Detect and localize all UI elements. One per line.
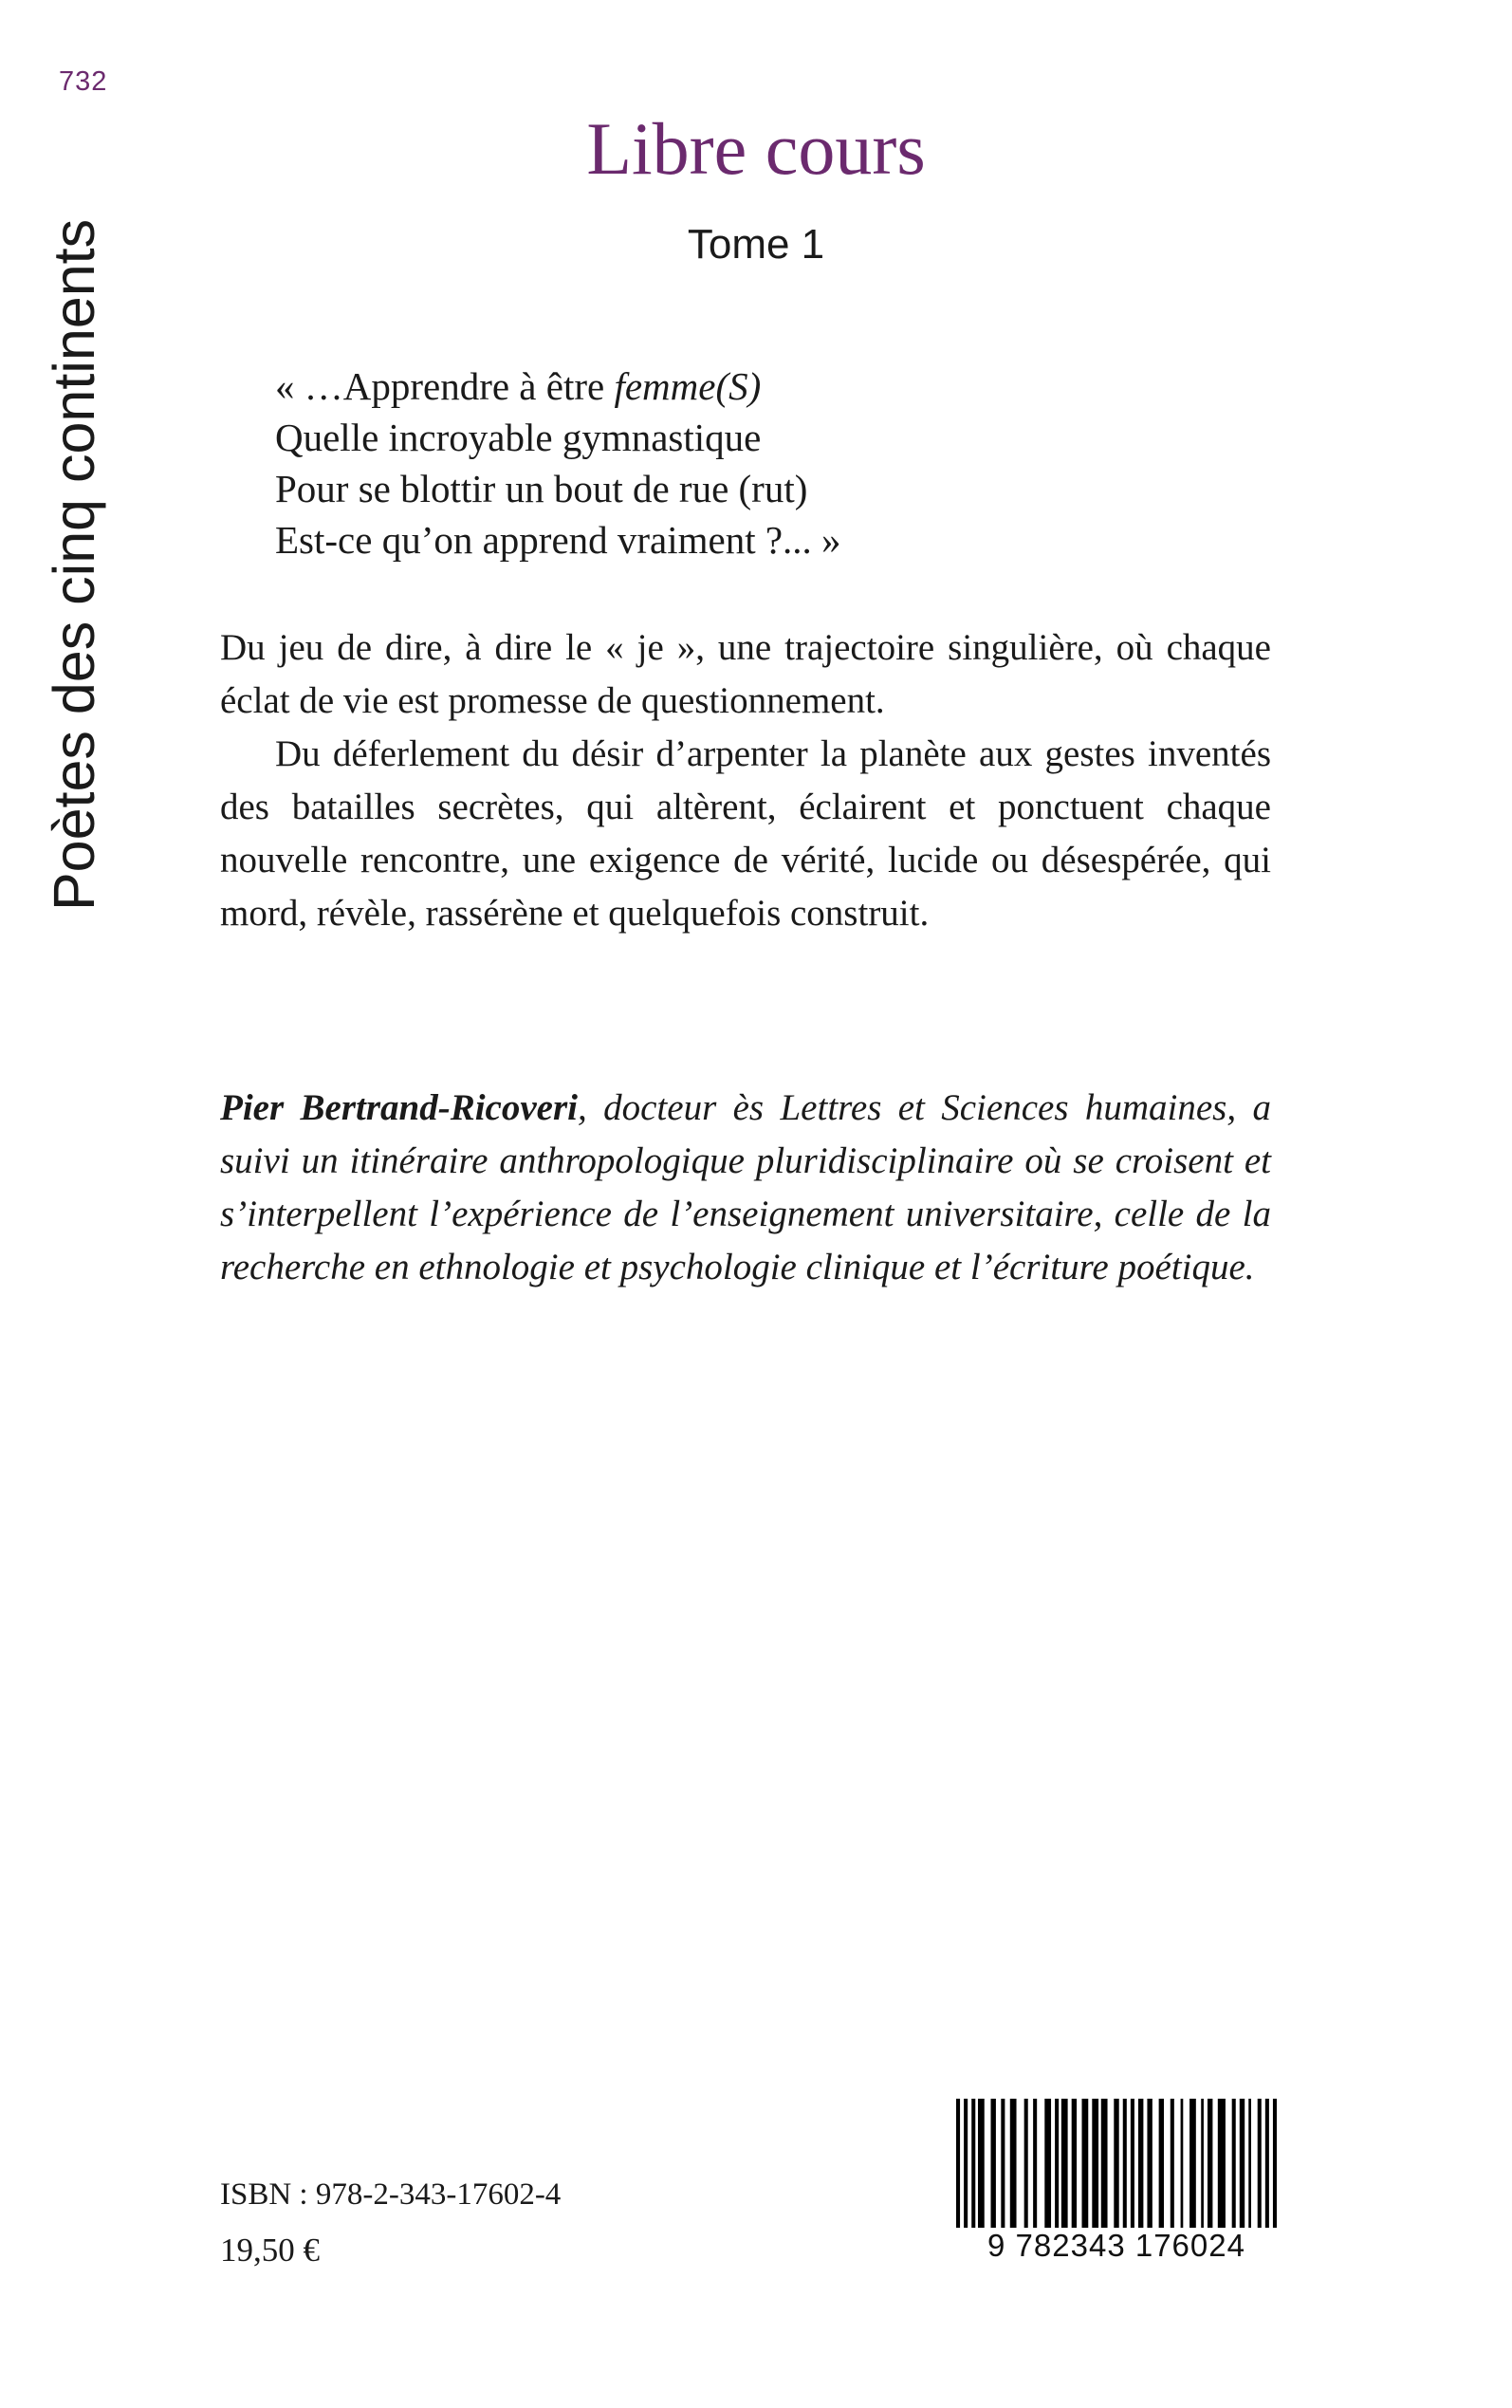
author-name: Pier Bertrand-Ricoveri: [220, 1087, 578, 1128]
barcode-bar: [1001, 2099, 1005, 2232]
barcode-bar: [1159, 2099, 1164, 2232]
series-number: 732: [59, 66, 108, 97]
barcode-bar: [1181, 2099, 1184, 2232]
barcode-bar: [1208, 2099, 1212, 2232]
barcode-bar: [1273, 2099, 1277, 2232]
barcode-bar: [971, 2099, 975, 2232]
barcode-digits: 9 782343 176024: [956, 2228, 1277, 2264]
barcode-bar: [1218, 2099, 1226, 2232]
barcode-bar: [1171, 2099, 1174, 2232]
barcode-bars: [956, 2099, 1277, 2232]
barcode-bar: [1248, 2099, 1251, 2232]
barcode-bar: [1114, 2099, 1118, 2232]
poem-line-4: Est-ce qu’on apprend vraiment ?... »: [275, 518, 841, 562]
poem-line-1: [275, 361, 1318, 412]
poem-line-3: Pour se blottir un bout de rue (rut): [275, 467, 808, 510]
poem-line-2: Quelle incroyable gymnastique: [275, 416, 762, 459]
barcode-bar: [1189, 2099, 1196, 2232]
book-subtitle: Tome 1: [687, 221, 825, 268]
barcode-bar: [1033, 2099, 1037, 2232]
barcode-bar: [1101, 2099, 1108, 2232]
barcode-bar: [1061, 2099, 1068, 2232]
barcode-bar: [964, 2099, 968, 2232]
barcode-bar: [1240, 2099, 1245, 2232]
author-bio-text: , docteur ès Lettres et Sciences humaines, a suivi un itinéraire anthropologique pluridisciplinaire où se croisent et s’interpellent l’expérience de l’enseignement universitaire, celle de la recherche en ethnologie et psychologie clinique et l’écriture poétique.: [220, 1087, 1271, 1287]
barcode-bar: [1258, 2099, 1262, 2232]
barcode-bar: [1044, 2099, 1051, 2232]
barcode-bar: [1265, 2099, 1269, 2232]
series-name: Poètes des cinq continents: [42, 218, 106, 911]
barcode-bar: [1123, 2099, 1127, 2232]
barcode-bar: [1082, 2099, 1089, 2232]
author-bio: [220, 1082, 1271, 1294]
poem-line-1-text: « …Apprendre à être: [275, 364, 615, 408]
price: 19,50 €: [220, 2232, 320, 2269]
barcode-bar: [1024, 2099, 1028, 2232]
barcode-bar: [1147, 2099, 1152, 2232]
barcode-bar: [991, 2099, 996, 2232]
poem-excerpt: [275, 361, 1318, 565]
barcode-bar: [1138, 2099, 1143, 2232]
blurb: [220, 621, 1271, 940]
barcode-bar: [1131, 2099, 1134, 2232]
blurb-paragraph-2: Du déferlement du désir d’arpenter la planète aux gestes inventés des batailles secrètes, qui altèrent, éclairent et ponctuent chaque nouvelle rencontre, une exigence de vérité, lucide ou désespérée, qui mord, révèle, rassérène et quelquefois construit.: [220, 733, 1271, 934]
barcode-bar: [1010, 2099, 1017, 2232]
barcode-bar: [1072, 2099, 1077, 2232]
isbn: ISBN : 978-2-343-17602-4: [220, 2177, 562, 2212]
barcode-bar: [956, 2099, 960, 2232]
barcode-bar: [1201, 2099, 1204, 2232]
barcode-bar: [1055, 2099, 1059, 2232]
poem-line-1-emphasis: femme(S): [614, 364, 762, 408]
barcode-bar: [1232, 2099, 1236, 2232]
blurb-paragraph-1: Du jeu de dire, à dire le « je », une trajectoire singulière, où chaque éclat de vie est promesse de questionnement.: [220, 627, 1271, 721]
book-title: Libre cours: [586, 107, 926, 190]
barcode-bar: [978, 2099, 985, 2232]
barcode-bar: [1092, 2099, 1098, 2232]
